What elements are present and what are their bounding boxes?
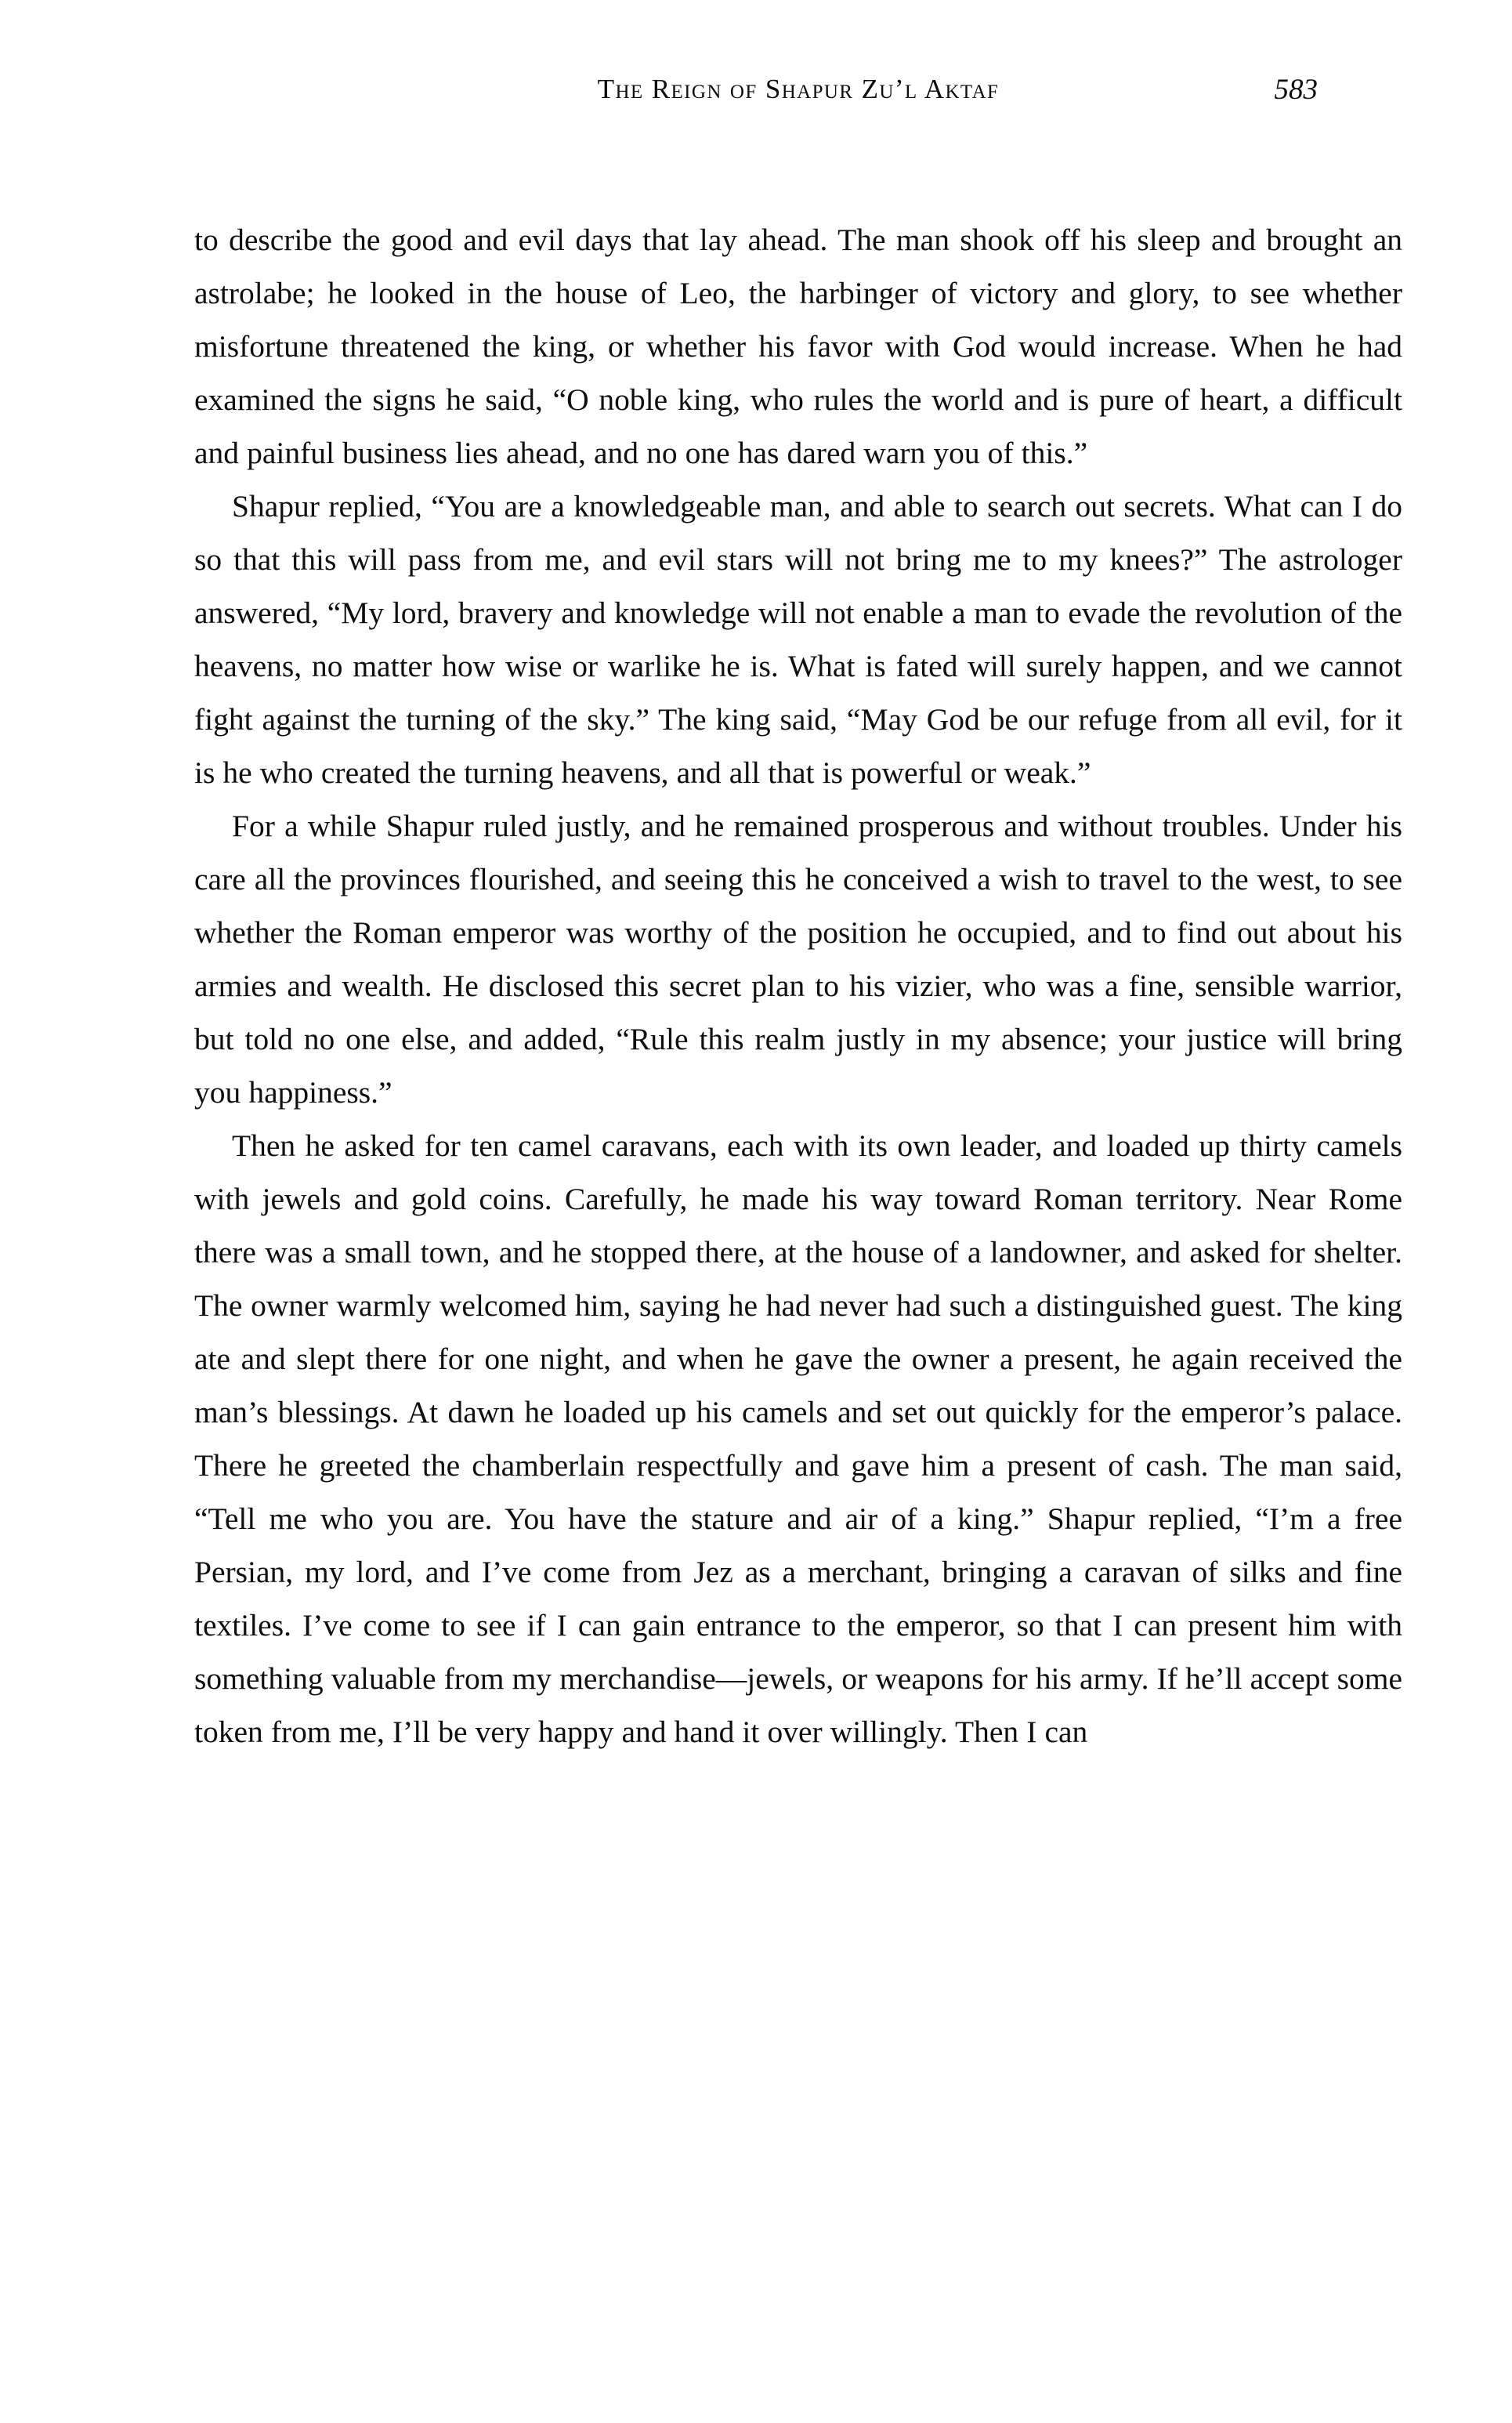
body-text-block — [194, 213, 1402, 1758]
running-header-title: The Reign of Shapur Zu’l Aktaf — [597, 74, 1000, 104]
page-number: 583 — [1274, 74, 1318, 106]
running-header — [194, 75, 1402, 113]
paragraph-2: Shapur replied, “You are a knowledgeable man, and able to search out secrets. What can I do so that this will pass from me, and evil stars will not bring me to my knees?” The astrologer answered, “My lord, bravery and knowledge will not enable a man to evade the revolution of the heavens, no matter how wise or warlike he is. What is fated will surely happen, and we cannot fight against the turning of the sky.” The king said, “May God be our refuge from all evil, for it is he who created the turning heavens, and all that is powerful or weak.” — [194, 489, 1402, 790]
paragraph-1: to describe the good and evil days that lay ahead. The man shook off his sleep and brought an astrolabe; he looked in the house of Leo, the harbinger of victory and glory, to see whether misfortune threatened the king, or whether his favor with God would increase. When he had examined the signs he said, “O noble king, who rules the world and is pure of heart, a difficult and painful business lies ahead, and no one has dared warn you of this.” — [194, 223, 1402, 470]
paragraph-3: For a while Shapur ruled justly, and he remained prosperous and without troubles. Under his care all the provinces flourished, and seeing this he conceived a wish to travel to the west, to see whether the Roman emperor was worthy of the position he occupied, and to find out about his armies and wealth. He disclosed this secret plan to his vizier, who was a fine, sensible warrior, but told no one else, and added, “Rule this realm justly in my absence; your justice will bring you happiness.” — [194, 809, 1402, 1110]
paragraph-4: Then he asked for ten camel caravans, each with its own leader, and loaded up thirty camels with jewels and gold coins. Carefully, he made his way toward Roman territory. Near Rome there was a small town, and he stopped there, at the house of a landowner, and asked for shelter. The owner warmly welcomed him, saying he had never had such a distinguished guest. The king ate and slept there for one night, and when he gave the owner a present, he again received the man’s blessings. At dawn he loaded up his camels and set out quickly for the emperor’s palace. There he greeted the chamberlain respectfully and gave him a present of cash. The man said, “Tell me who you are. You have the stature and air of a king.” Shapur replied, “I’m a free Persian, my lord, and I’ve come from Jez as a merchant, bringing a caravan of silks and fine textiles. I’ve come to see if I can gain entrance to the emperor, so that I can present him with something valuable from my merchandise—jewels, or weapons for his army. If he’ll accept some token from me, I’ll be very happy and hand it over willingly. Then I can — [194, 1128, 1402, 1749]
